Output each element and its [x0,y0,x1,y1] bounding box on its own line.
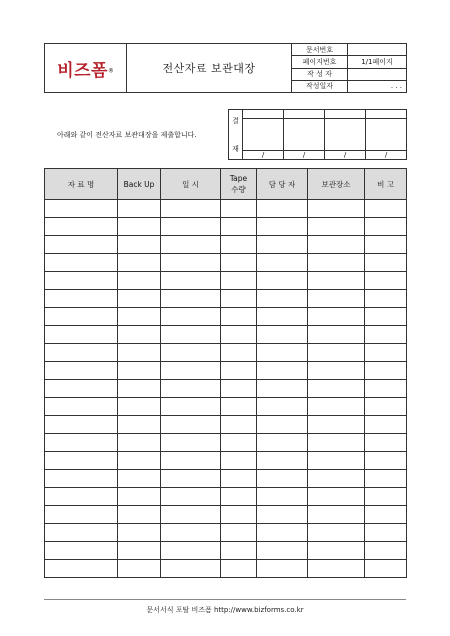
table-cell[interactable] [161,398,221,416]
table-row [45,416,407,434]
table-cell[interactable] [221,380,257,398]
table-cell[interactable] [308,452,365,470]
table-cell[interactable] [45,308,118,326]
table-row [45,380,407,398]
table-cell[interactable] [257,254,308,272]
table-cell[interactable] [257,470,308,488]
document-title: 전산자료 보관대장 [162,62,256,75]
table-cell[interactable] [221,362,257,380]
table-cell[interactable] [118,362,161,380]
meta-value-author [348,68,407,80]
table-cell[interactable] [161,560,221,578]
table-cell[interactable] [161,380,221,398]
table-row [45,398,407,416]
table-cell[interactable] [161,542,221,560]
table-cell[interactable] [365,452,407,470]
approval-label [229,110,243,160]
approval-sign-4[interactable] [366,119,407,151]
table-cell[interactable] [118,272,161,290]
table-cell[interactable] [257,398,308,416]
table-cell[interactable] [45,524,118,542]
table-cell[interactable] [45,560,118,578]
table-cell[interactable] [118,560,161,578]
approval-title-4 [366,110,407,119]
table-cell[interactable] [118,434,161,452]
table-cell[interactable] [365,326,407,344]
table-cell[interactable] [45,416,118,434]
table-cell[interactable] [161,308,221,326]
table-cell[interactable] [45,254,118,272]
table-cell[interactable] [308,506,365,524]
approval-label-bottom: 재 [232,144,239,153]
table-cell[interactable] [161,200,221,218]
table-cell[interactable] [45,398,118,416]
table-cell[interactable] [257,290,308,308]
register-rows [45,200,407,578]
table-row [45,218,407,236]
table-row [45,506,407,524]
table-cell[interactable] [221,470,257,488]
table-cell[interactable] [161,218,221,236]
table-cell[interactable] [365,470,407,488]
table-cell[interactable] [45,362,118,380]
table-cell[interactable] [161,506,221,524]
table-row [45,236,407,254]
table-cell[interactable] [221,452,257,470]
table-cell[interactable] [118,524,161,542]
approval-sign-2[interactable] [284,119,325,151]
table-cell[interactable] [221,488,257,506]
logo-text: 비즈폼 [57,60,108,81]
table-cell[interactable] [365,506,407,524]
table-cell[interactable] [118,236,161,254]
table-cell[interactable] [161,488,221,506]
meta-value-doc-number [348,44,407,56]
table-row [45,344,407,362]
table-row [45,488,407,506]
table-cell[interactable] [257,434,308,452]
table-cell[interactable] [118,452,161,470]
table-cell[interactable] [257,452,308,470]
table-cell[interactable] [308,542,365,560]
approval-sign-1[interactable] [243,119,284,151]
table-cell[interactable] [118,326,161,344]
table-row [45,326,407,344]
table-cell[interactable] [221,524,257,542]
logo [45,44,127,93]
header-tape [221,169,257,200]
table-cell[interactable] [45,344,118,362]
table-cell[interactable] [365,488,407,506]
table-cell[interactable] [365,416,407,434]
table-cell[interactable] [257,488,308,506]
table-cell[interactable] [365,560,407,578]
table-cell[interactable] [257,362,308,380]
approval-date-3[interactable]: / [325,150,366,159]
table-cell[interactable] [257,326,308,344]
approval-box [228,109,407,160]
table-cell[interactable] [161,290,221,308]
table-cell[interactable] [365,200,407,218]
header-manager: 담 당 자 [257,169,308,200]
table-cell[interactable] [118,344,161,362]
table-cell[interactable] [45,218,118,236]
approval-date-4[interactable]: / [366,150,407,159]
table-cell[interactable] [365,272,407,290]
table-cell[interactable] [118,398,161,416]
table-row [45,524,407,542]
table-cell[interactable] [118,200,161,218]
table-cell[interactable] [308,488,365,506]
table-cell[interactable] [221,560,257,578]
table-cell[interactable] [308,290,365,308]
table-cell[interactable] [365,344,407,362]
table-cell[interactable] [161,452,221,470]
intro-text: 아래와 같이 전산자료 보관대장을 제출합니다. [57,131,197,139]
table-cell[interactable] [308,200,365,218]
table-row [45,560,407,578]
table-cell[interactable] [257,380,308,398]
table-cell[interactable] [161,470,221,488]
table-cell[interactable] [257,218,308,236]
table-cell[interactable] [221,326,257,344]
table-cell[interactable] [45,488,118,506]
table-cell[interactable] [221,344,257,362]
table-cell[interactable] [257,200,308,218]
table-cell[interactable] [257,344,308,362]
table-cell[interactable] [308,254,365,272]
table-cell[interactable] [308,308,365,326]
table-cell[interactable] [221,434,257,452]
document-header [44,43,407,93]
table-cell[interactable] [161,434,221,452]
table-cell[interactable] [308,344,365,362]
table-cell[interactable] [221,506,257,524]
table-cell[interactable] [118,542,161,560]
table-cell[interactable] [45,542,118,560]
table-cell[interactable] [308,560,365,578]
meta-label-page: 페이지번호 [292,56,348,68]
approval-label-top: 결 [232,116,239,125]
table-cell[interactable] [118,218,161,236]
table-row [45,362,407,380]
table-row [45,452,407,470]
table-cell[interactable] [221,542,257,560]
table-cell[interactable] [365,254,407,272]
meta-value-page: 1/1페이지 [348,56,407,68]
table-cell[interactable] [257,560,308,578]
table-cell[interactable] [45,236,118,254]
meta-label-date: 작성일자 [292,80,348,92]
meta-label-doc-number: 문서번호 [292,44,348,56]
table-cell[interactable] [161,326,221,344]
table-cell[interactable] [45,200,118,218]
table-row [45,254,407,272]
table-cell[interactable] [118,380,161,398]
table-cell[interactable] [221,290,257,308]
approval-sign-3[interactable] [325,119,366,151]
table-cell[interactable] [365,524,407,542]
approval-title-2 [284,110,325,119]
table-cell[interactable] [45,506,118,524]
table-cell[interactable] [257,524,308,542]
table-cell[interactable] [221,398,257,416]
table-cell[interactable] [308,398,365,416]
table-cell[interactable] [221,416,257,434]
table-cell[interactable] [308,380,365,398]
header-date: 일 시 [161,169,221,200]
table-cell[interactable] [365,398,407,416]
table-cell[interactable] [308,272,365,290]
header-tape-line1: Tape [229,174,248,183]
approval-date-1[interactable]: / [243,150,284,159]
table-cell[interactable] [308,236,365,254]
footer-divider [44,599,406,600]
header-location: 보관장소 [308,169,365,200]
table-cell[interactable] [161,362,221,380]
approval-date-2[interactable]: / [284,150,325,159]
table-cell[interactable] [257,272,308,290]
registered-mark: ® [107,68,114,75]
table-cell[interactable] [161,236,221,254]
table-cell[interactable] [118,290,161,308]
table-cell[interactable] [118,308,161,326]
table-row [45,434,407,452]
table-cell[interactable] [161,524,221,542]
table-row [45,470,407,488]
table-cell[interactable] [365,362,407,380]
table-cell[interactable] [257,416,308,434]
table-cell[interactable] [308,434,365,452]
table-cell[interactable] [365,218,407,236]
table-cell[interactable] [365,542,407,560]
table-cell[interactable] [221,254,257,272]
table-cell[interactable] [45,434,118,452]
table-cell[interactable] [365,434,407,452]
header-tape-line2: 수량 [231,185,246,194]
table-row [45,272,407,290]
header-backup: Back Up [118,169,161,200]
table-cell[interactable] [308,470,365,488]
table-cell[interactable] [221,236,257,254]
approval-title-3 [325,110,366,119]
document-title-cell [127,44,292,93]
table-cell[interactable] [257,542,308,560]
table-cell[interactable] [365,236,407,254]
approval-title-1 [243,110,284,119]
table-cell[interactable] [308,362,365,380]
table-cell[interactable] [308,326,365,344]
table-cell[interactable] [308,524,365,542]
table-cell[interactable] [118,416,161,434]
table-cell[interactable] [221,200,257,218]
table-cell[interactable] [221,272,257,290]
table-cell[interactable] [221,218,257,236]
table-cell[interactable] [365,380,407,398]
table-cell[interactable] [118,254,161,272]
table-row [45,290,407,308]
footer-text: 문서서식 포탈 비즈폼 http://www.bizforms.co.kr [146,606,304,614]
table-cell[interactable] [161,416,221,434]
table-cell[interactable] [161,344,221,362]
table-cell[interactable] [161,254,221,272]
table-cell[interactable] [45,470,118,488]
table-cell[interactable] [308,218,365,236]
table-cell[interactable] [118,506,161,524]
table-cell[interactable] [257,506,308,524]
table-cell[interactable] [257,236,308,254]
table-cell[interactable] [118,488,161,506]
table-cell[interactable] [221,308,257,326]
table-cell[interactable] [308,416,365,434]
meta-label-author: 작 성 자 [292,68,348,80]
data-register-table [44,168,407,578]
table-cell[interactable] [45,380,118,398]
header-note: 비 고 [365,169,407,200]
meta-value-date: . . . [348,80,407,92]
table-row [45,542,407,560]
table-row [45,200,407,218]
table-cell[interactable] [45,290,118,308]
table-cell[interactable] [45,326,118,344]
table-cell[interactable] [118,470,161,488]
table-cell[interactable] [365,290,407,308]
table-cell[interactable] [365,308,407,326]
table-row [45,308,407,326]
table-cell[interactable] [257,308,308,326]
table-cell[interactable] [45,272,118,290]
table-cell[interactable] [45,452,118,470]
header-name: 자 료 명 [45,169,118,200]
table-cell[interactable] [161,272,221,290]
